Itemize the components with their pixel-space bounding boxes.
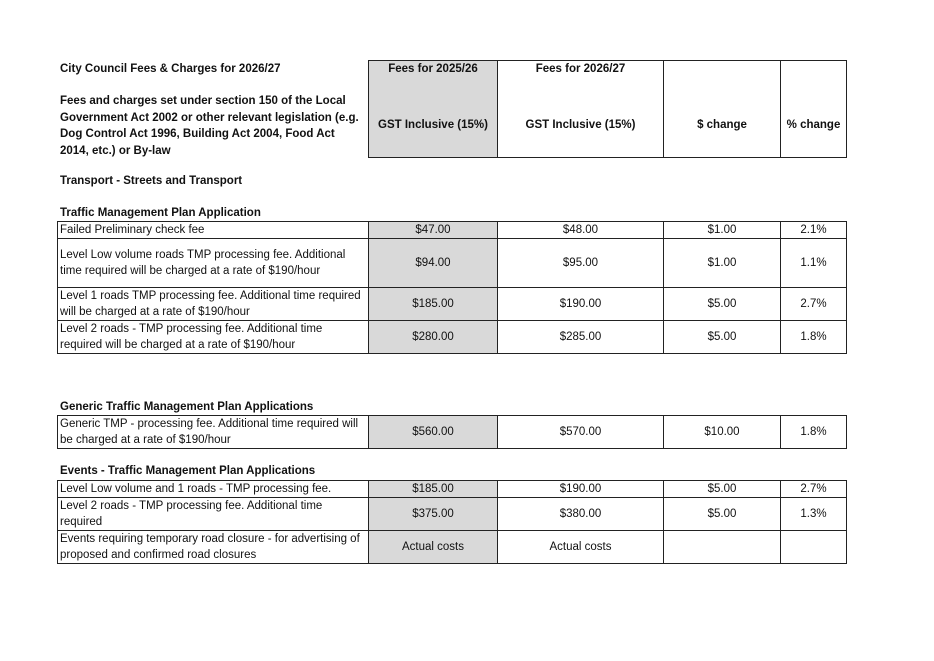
table-row — [58, 531, 847, 564]
col-header-fees-2025-label: Fees for 2025/26 — [388, 63, 478, 75]
col-header-fees-2026 — [497, 61, 663, 157]
fee-2025-cell: $185.00 — [369, 481, 498, 498]
fee-2025-cell: $94.00 — [369, 239, 498, 288]
document-title: City Council Fees & Charges for 2026/27 — [60, 63, 281, 75]
col-header-percent-change — [780, 61, 847, 157]
percent-change-cell: 2.7% — [781, 481, 847, 498]
fees-table-generic-tmp — [57, 415, 847, 449]
row-description: Events requiring temporary road closure - for advertising of proposed and confirmed road closures — [58, 531, 369, 564]
dollar-change-cell: $5.00 — [664, 481, 781, 498]
category-heading: Transport - Streets and Transport — [60, 175, 243, 187]
table-row — [58, 321, 847, 354]
percent-change-cell: 1.3% — [781, 498, 847, 531]
percent-change-cell: 1.8% — [781, 416, 847, 449]
fee-2025-cell: $560.00 — [369, 416, 498, 449]
row-description: Generic TMP - processing fee. Additional time required will be charged at a rate of $190/hour — [58, 416, 369, 449]
table-row — [58, 498, 847, 531]
fee-2026-cell: $285.00 — [498, 321, 664, 354]
dollar-change-cell: $10.00 — [664, 416, 781, 449]
section-title: Generic Traffic Management Plan Applications — [60, 401, 314, 413]
percent-change-cell: 2.1% — [781, 222, 847, 239]
row-description: Failed Preliminary check fee — [58, 222, 369, 239]
row-description: Level 2 roads - TMP processing fee. Additional time required — [58, 498, 369, 531]
row-description: Level Low volume roads TMP processing fee. Additional time required will be charged at a rate of $190/hour — [58, 239, 369, 288]
col-header-fees-2026-gst: GST Inclusive (15%) — [525, 119, 636, 131]
fee-2026-cell: $95.00 — [498, 239, 664, 288]
fee-2025-cell: Actual costs — [369, 531, 498, 564]
column-header-grid — [368, 60, 847, 158]
dollar-change-cell: $1.00 — [664, 222, 781, 239]
table-row — [58, 239, 847, 288]
row-description: Level 1 roads TMP processing fee. Additional time required will be charged at a rate of $190/hour — [58, 288, 369, 321]
table-row — [58, 481, 847, 498]
fee-2026-cell: $570.00 — [498, 416, 664, 449]
fees-table-events-tmp — [57, 480, 847, 564]
fee-2025-cell: $280.00 — [369, 321, 498, 354]
fee-2025-cell: $375.00 — [369, 498, 498, 531]
col-header-dollar-change — [663, 61, 780, 157]
col-header-percent-change-label: % change — [786, 119, 841, 131]
fee-2025-cell: $185.00 — [369, 288, 498, 321]
col-header-dollar-change-label: $ change — [697, 119, 747, 131]
col-header-fees-2025-gst: GST Inclusive (15%) — [378, 119, 488, 131]
percent-change-cell: 1.1% — [781, 239, 847, 288]
percent-change-cell: 2.7% — [781, 288, 847, 321]
fee-2026-cell: $380.00 — [498, 498, 664, 531]
col-header-fees-2025 — [368, 61, 497, 157]
fee-2026-cell: $48.00 — [498, 222, 664, 239]
col-header-fees-2026-label: Fees for 2026/27 — [535, 63, 626, 75]
row-description: Level 2 roads - TMP processing fee. Additional time required will be charged at a rate of $190/hour — [58, 321, 369, 354]
dollar-change-cell: $5.00 — [664, 321, 781, 354]
dollar-change-cell: $5.00 — [664, 498, 781, 531]
table-row — [58, 288, 847, 321]
fee-2025-cell: $47.00 — [369, 222, 498, 239]
dollar-change-cell — [664, 531, 781, 564]
fees-table-tmp-application — [57, 221, 847, 354]
dollar-change-cell: $5.00 — [664, 288, 781, 321]
percent-change-cell: 1.8% — [781, 321, 847, 354]
table-row — [58, 222, 847, 239]
dollar-change-cell: $1.00 — [664, 239, 781, 288]
percent-change-cell — [781, 531, 847, 564]
section-title: Traffic Management Plan Application — [60, 207, 261, 219]
document-subtitle: Fees and charges set under section 150 of the Local Government Act 2002 or other relevant legislation (e.g. Dog Control Act 1996, Building Act 2004, Food Act 2014, etc.) or By-law — [60, 95, 359, 157]
table-row — [58, 416, 847, 449]
fee-2026-cell: Actual costs — [498, 531, 664, 564]
row-description: Level Low volume and 1 roads - TMP processing fee. — [58, 481, 369, 498]
section-title: Events - Traffic Management Plan Applications — [60, 465, 316, 477]
fee-2026-cell: $190.00 — [498, 288, 664, 321]
fee-2026-cell: $190.00 — [498, 481, 664, 498]
